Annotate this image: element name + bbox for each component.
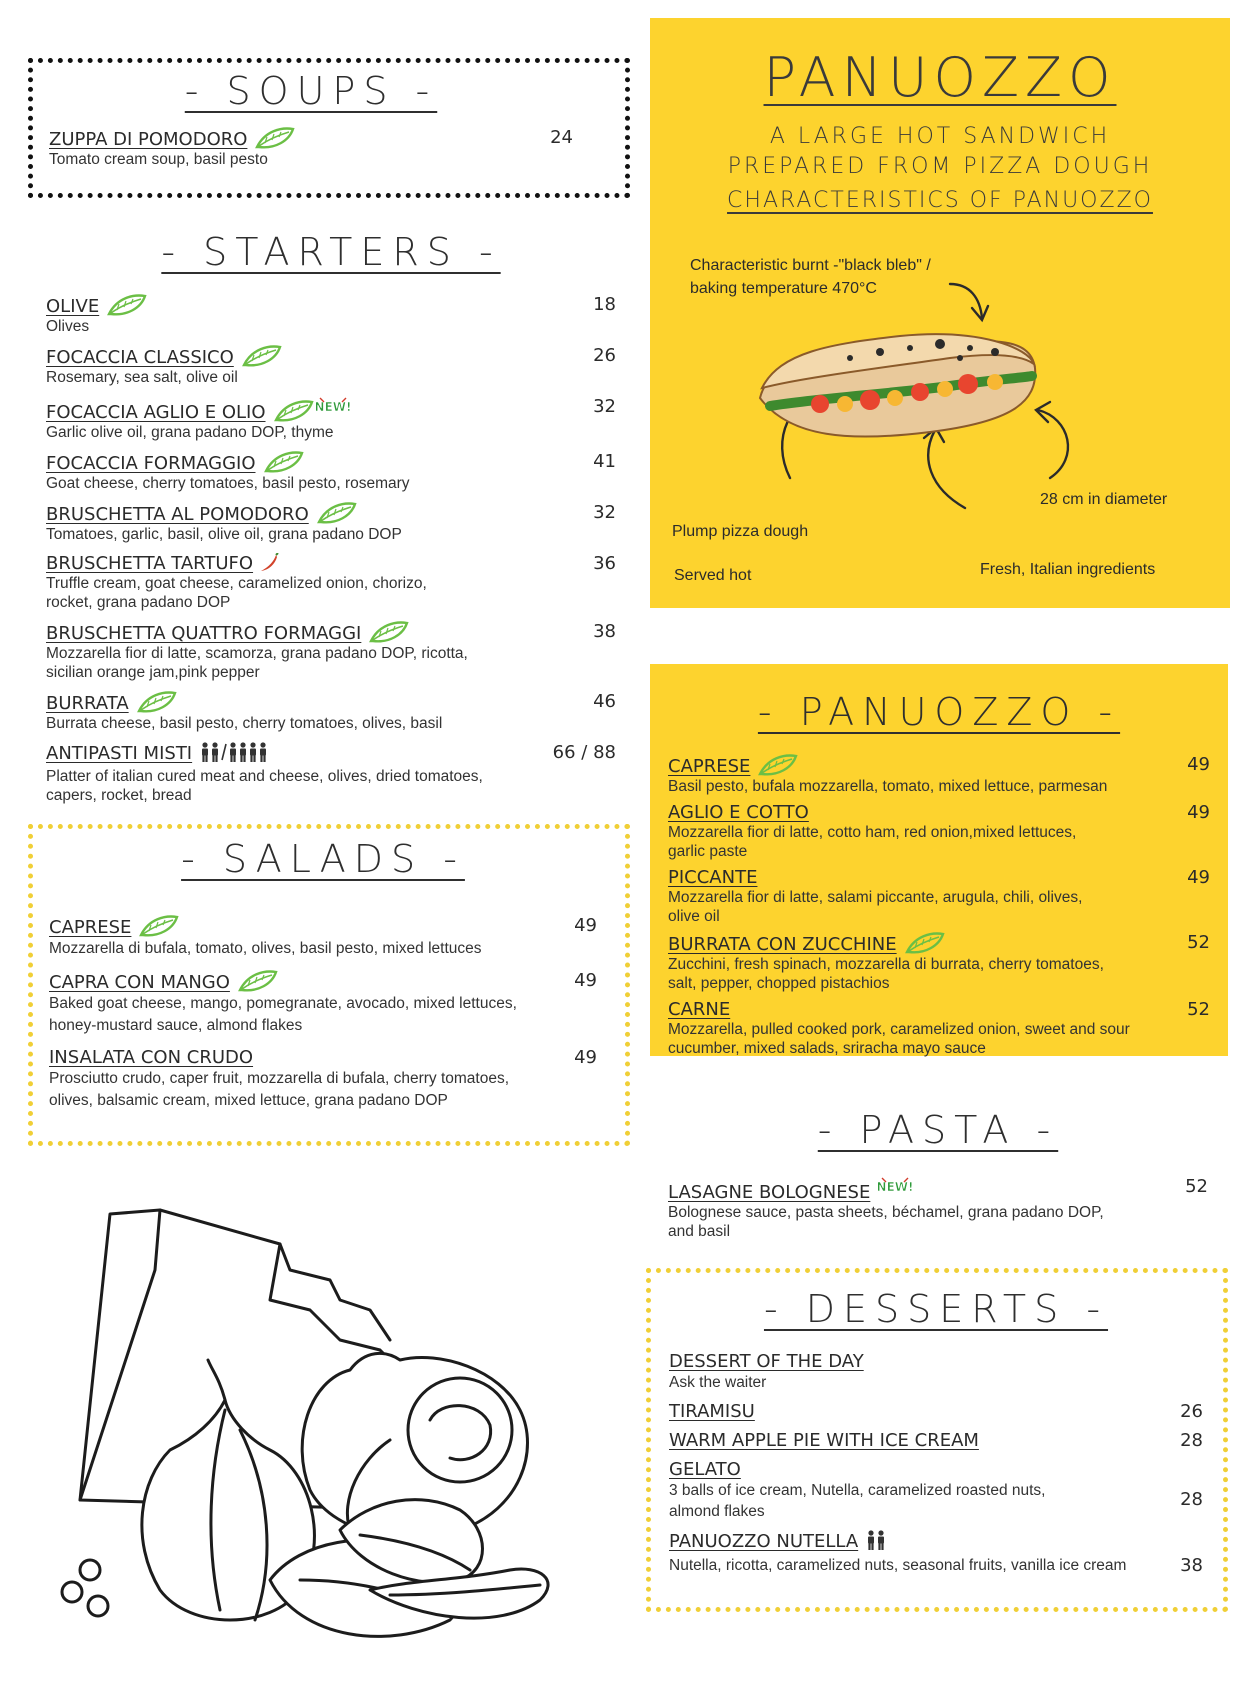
item-price: 38 (593, 621, 616, 642)
persons-icon (200, 742, 268, 767)
menu-item-carne[interactable] (668, 999, 1210, 1058)
item-price: 46 (593, 691, 616, 712)
item-name: DESSERT OF THE DAY (669, 1351, 864, 1372)
menu-item-warm-apple-pie[interactable] (669, 1430, 1203, 1451)
item-price: 24 (550, 127, 573, 148)
menu-item-panuozzo-nutella[interactable] (669, 1530, 1203, 1576)
item-description: Mozzarella fior di latte, salami piccante, arugula, chili, olives, olive oil (668, 889, 1083, 925)
item-description: Olives (46, 318, 90, 335)
item-name: FOCACCIA CLASSICO (46, 347, 234, 368)
item-price: 26 (593, 345, 616, 366)
item-price: 28 (1180, 1489, 1203, 1510)
item-description: Burrata cheese, basil pesto, cherry tomatoes, olives, basil (46, 715, 443, 732)
item-price: 52 (1187, 999, 1210, 1020)
item-name: CAPRESE (49, 917, 132, 938)
panuozzo-menu-section (650, 664, 1228, 1056)
item-name: FOCACCIA FORMAGGIO (46, 453, 256, 474)
leaf-icon (905, 932, 945, 954)
leaf-icon (137, 691, 177, 713)
menu-item-bruschetta-tartufo[interactable] (46, 553, 616, 612)
pasta-title: - PASTA - (817, 1108, 1059, 1152)
leaf-icon (758, 754, 798, 776)
item-description: 3 balls of ice cream, Nutella, caramelized roasted nuts, almond flakes (669, 1482, 1046, 1520)
item-name: ZUPPA DI POMODORO (49, 129, 248, 150)
new-badge-icon (878, 1176, 912, 1196)
leaf-icon (238, 970, 278, 992)
item-name: TIRAMISU (669, 1401, 755, 1422)
item-name: GELATO (669, 1459, 741, 1480)
starters-section (46, 230, 616, 814)
leaf-icon (242, 345, 282, 367)
leaf-icon (274, 400, 314, 422)
item-price: 26 (1180, 1401, 1203, 1422)
menu-item-gelato[interactable] (669, 1459, 1203, 1522)
item-price: 32 (593, 502, 616, 523)
menu-item-aglio-e-cotto[interactable] (668, 802, 1210, 861)
item-price: 52 (1185, 1176, 1208, 1197)
item-description: Truffle cream, goat cheese, caramelized onion, chorizo, rocket, grana padano DOP (46, 575, 427, 611)
item-price: 49 (1187, 867, 1210, 888)
item-price: 38 (1180, 1555, 1203, 1576)
item-name: CAPRA CON MANGO (49, 972, 230, 993)
item-description: Bolognese sauce, pasta sheets, béchamel, grana padano DOP, and basil (668, 1204, 1104, 1240)
item-price: 28 (1180, 1430, 1203, 1451)
soups-section (28, 58, 630, 198)
item-price: 49 (574, 970, 597, 991)
item-name: LASAGNE BOLOGNESE (668, 1182, 871, 1203)
item-name: OLIVE (46, 296, 100, 317)
item-name: ANTIPASTI MISTI (46, 743, 193, 764)
panuozzo-title: - PANUOZZO - (757, 690, 1121, 734)
salads-title: - SALADS - (181, 837, 465, 881)
menu-item-burrata[interactable] (46, 691, 616, 733)
menu-item-focaccia-aglio-e-olio[interactable] (46, 396, 616, 442)
panuozzo-info-panel (650, 18, 1230, 608)
item-description: Basil pesto, bufala mozzarella, tomato, mixed lettuce, parmesan (668, 778, 1108, 795)
item-name: INSALATA CON CRUDO (49, 1047, 254, 1068)
menu-item-caprese-panuozzo[interactable] (668, 754, 1210, 796)
note-burnt-bleb (690, 254, 931, 300)
persons-icon (866, 1530, 886, 1555)
starters-title: - STARTERS - (161, 230, 501, 274)
panuozzo-info-title: PANUOZZO (763, 46, 1117, 109)
cheese-garlic-illustration (40, 1200, 600, 1660)
soups-title: - SOUPS - (184, 69, 438, 113)
desserts-title: - DESSERTS - (763, 1287, 1109, 1331)
leaf-icon (264, 451, 304, 473)
note-diameter: 28 cm in diameter (1040, 491, 1168, 508)
menu-item-focaccia-formaggio[interactable] (46, 451, 616, 493)
item-name: BRUSCHETTA QUATTRO FORMAGGI (46, 623, 362, 644)
menu-item-piccante[interactable] (668, 867, 1210, 926)
subtitle-line-1: A LARGE HOT SANDWICH (769, 124, 1111, 149)
item-description: Mozzarella di bufala, tomato, olives, basil pesto, mixed lettuces (49, 940, 482, 957)
item-description: Ask the waiter (669, 1374, 767, 1391)
menu-item-tiramisu[interactable] (669, 1401, 1203, 1422)
item-name: PICCANTE (668, 867, 758, 888)
leaf-icon (107, 294, 147, 316)
item-name: CAPRESE (668, 756, 751, 777)
note-fresh-ingredients: Fresh, Italian ingredients (980, 561, 1156, 578)
menu-item-zuppa-di-pomodoro[interactable] (49, 127, 573, 169)
subtitle-line-2: PREPARED FROM PIZZA DOUGH (727, 154, 1153, 179)
item-name: CARNE (668, 999, 731, 1020)
item-description: Tomatoes, garlic, basil, olive oil, grana padano DOP (46, 526, 402, 543)
item-name: FOCACCIA AGLIO E OLIO (46, 402, 266, 423)
menu-item-dessert-of-the-day[interactable] (669, 1351, 1203, 1393)
item-name: BURRATA (46, 693, 129, 714)
item-description: Platter of italian cured meat and cheese, olives, dried tomatoes, capers, rocket, bread (46, 768, 483, 804)
menu-item-capra-con-mango[interactable] (49, 970, 597, 1037)
item-price: 32 (593, 396, 616, 417)
chili-icon (259, 553, 279, 573)
item-description: Prosciutto crudo, caper fruit, mozzarella di bufala, cherry tomatoes, olives, balsamic cream, mixed lettuce, grana padano DOP (49, 1070, 510, 1109)
item-price: 49 (1187, 754, 1210, 775)
salads-section (28, 824, 630, 1146)
item-description: Goat cheese, cherry tomatoes, basil pesto, rosemary (46, 475, 410, 492)
item-name: PANUOZZO NUTELLA (669, 1531, 859, 1552)
desserts-section (646, 1268, 1228, 1612)
item-description: Baked goat cheese, mango, pomegranate, avocado, mixed lettuces, honey-mustard sauce, almond flakes (49, 995, 517, 1034)
menu-item-insalata-con-crudo[interactable] (49, 1047, 597, 1112)
item-description: Mozzarella fior di latte, cotto ham, red onion,mixed lettuces, garlic paste (668, 824, 1077, 860)
menu-item-antipasti-misti[interactable] (46, 742, 616, 805)
menu-item-bruschetta-quattro-formaggi[interactable] (46, 621, 616, 682)
leaf-icon (255, 127, 295, 149)
item-price: 49 (1187, 802, 1210, 823)
leaf-icon (139, 915, 179, 937)
menu-item-caprese-salad[interactable] (49, 915, 597, 960)
note-plump-dough: Plump pizza dough (672, 523, 809, 540)
item-description: Rosemary, sea salt, olive oil (46, 369, 238, 386)
leaf-icon (317, 502, 357, 524)
note-burnt-line-1: Characteristic burnt -"black bleb" / (690, 257, 931, 274)
note-served-hot: Served hot (674, 567, 752, 584)
item-price: 49 (574, 915, 597, 936)
item-price: 66 / 88 (552, 742, 616, 763)
item-price: 41 (593, 451, 616, 472)
item-name: BRUSCHETTA TARTUFO (46, 553, 254, 574)
item-name: BURRATA CON ZUCCHINE (668, 934, 897, 955)
note-burnt-line-2: baking temperature 470°C (690, 280, 877, 297)
menu-item-lasagne-bolognese[interactable] (668, 1176, 1208, 1241)
item-price: 18 (593, 294, 616, 315)
item-price: 49 (574, 1047, 597, 1068)
characteristics-heading: CHARACTERISTICS OF PANUOZZO (727, 188, 1153, 213)
menu-item-focaccia-classico[interactable] (46, 345, 616, 387)
item-description: Mozzarella, pulled cooked pork, caramelized onion, sweet and sour cucumber, mixed salads, sriracha mayo sauce (668, 1021, 1130, 1057)
pasta-section (668, 1108, 1208, 1253)
new-badge-icon (316, 396, 350, 416)
item-description: Garlic olive oil, grana padano DOP, thyme (46, 424, 334, 441)
item-name: AGLIO E COTTO (668, 802, 809, 823)
menu-item-burrata-con-zucchine[interactable] (668, 932, 1210, 993)
item-price: 36 (593, 553, 616, 574)
item-description: Mozzarella fior di latte, scamorza, grana padano DOP, ricotta, sicilian orange jam,pink pepper (46, 645, 468, 681)
item-name: BRUSCHETTA AL POMODORO (46, 504, 309, 525)
item-name: WARM APPLE PIE WITH ICE CREAM (669, 1430, 979, 1451)
item-description: Nutella, ricotta, caramelized nuts, seasonal fruits, vanilla ice cream (669, 1557, 1127, 1574)
item-description: Zucchini, fresh spinach, mozzarella di burrata, cherry tomatoes, salt, pepper, chopped pistachios (668, 956, 1104, 992)
item-price: 52 (1187, 932, 1210, 953)
leaf-icon (369, 621, 409, 643)
item-description: Tomato cream soup, basil pesto (49, 151, 268, 168)
menu-item-olive[interactable] (46, 294, 616, 336)
menu-item-bruschetta-al-pomodoro[interactable] (46, 502, 616, 544)
